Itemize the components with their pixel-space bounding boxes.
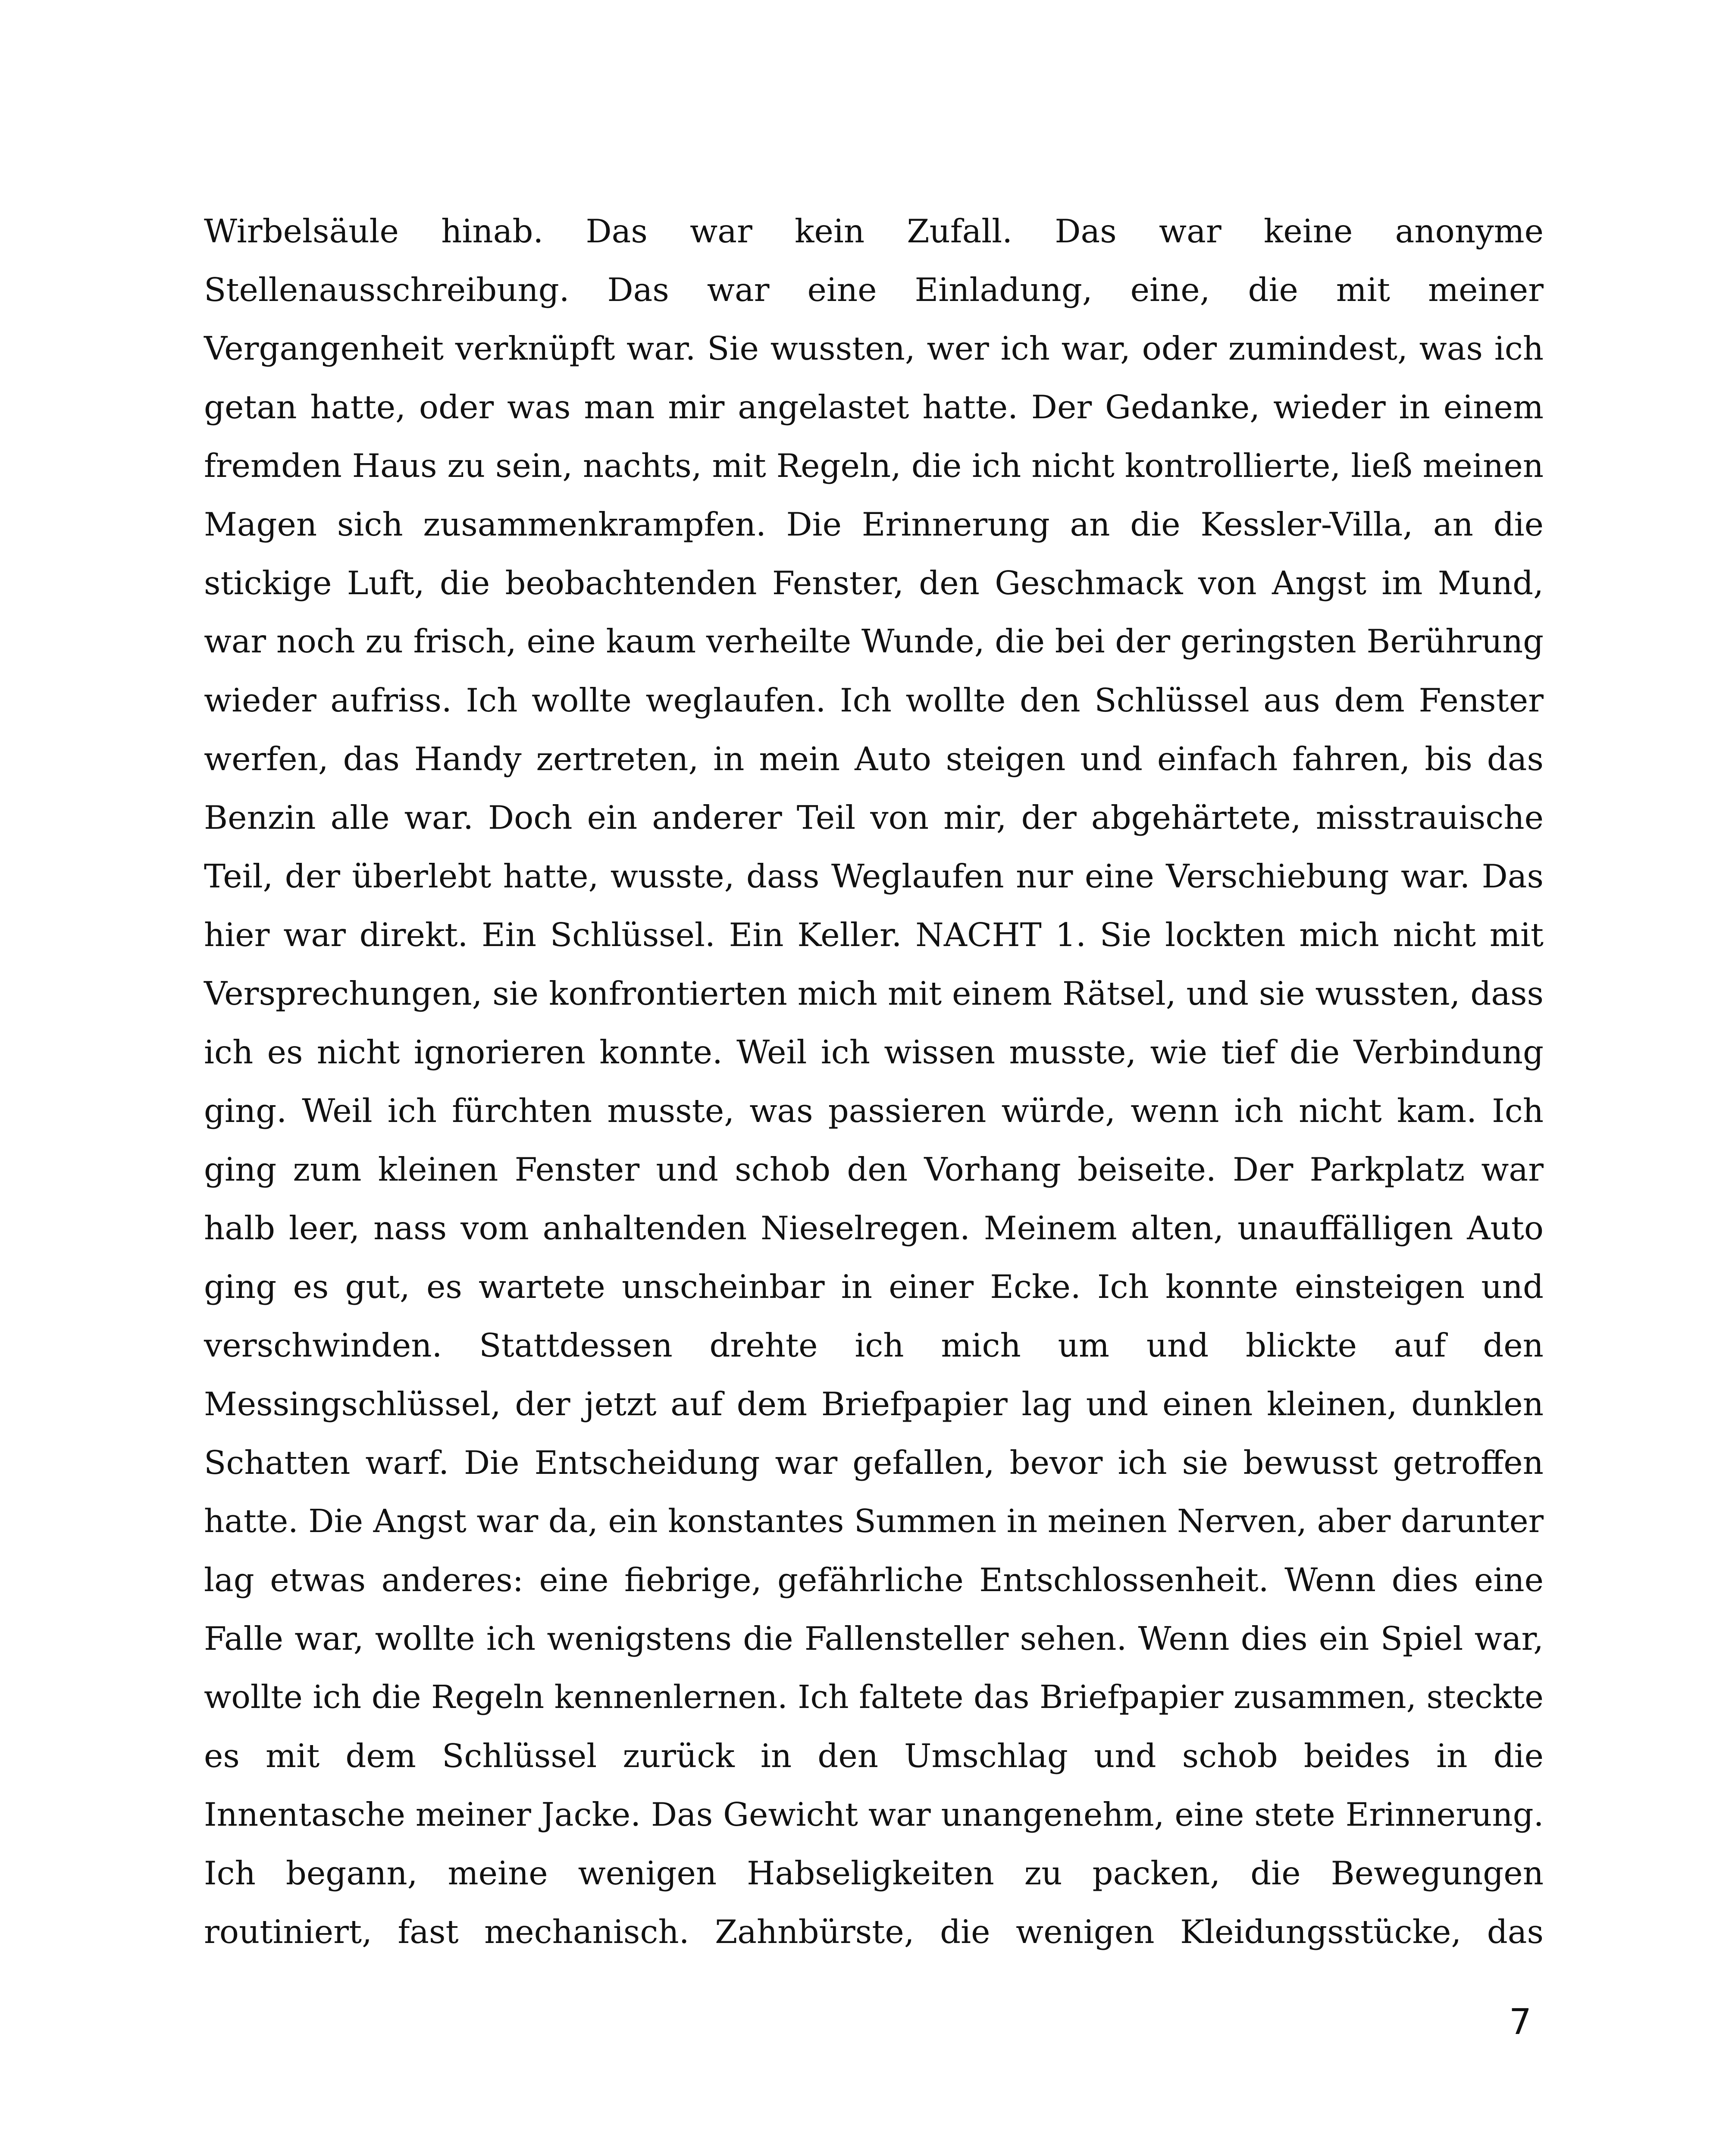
text-line: Stellenausschreibung. Das war eine Einladung, eine, die mit meiner [204,271,1544,309]
text-line: Innentasche meiner Jacke. Das Gewicht war unangenehm, eine stete Erinnerung. [204,1796,1544,1833]
text-line: Ich begann, meine wenigen Habseligkeiten zu packen, die Bewegungen [204,1854,1544,1892]
text-line: getan hatte, oder was man mir angelastet hatte. Der Gedanke, wieder in einem [204,388,1544,426]
text-line: Teil, der überlebt hatte, wusste, dass Weglaufen nur eine Verschiebung war. Das [204,857,1544,895]
text-line: routiniert, fast mechanisch. Zahnbürste, die wenigen Kleidungsstücke, das [204,1913,1544,1951]
text-line: lag etwas anderes: eine fiebrige, gefährliche Entschlossenheit. Wenn dies eine [204,1561,1544,1599]
text-line: Vergangenheit verknüpft war. Sie wussten, wer ich war, oder zumindest, was ich [204,329,1544,367]
page-number: 7 [1509,2002,1532,2043]
text-line: Schatten warf. Die Entscheidung war gefallen, bevor ich sie bewusst getroffen [204,1444,1544,1482]
text-line: werfen, das Handy zertreten, in mein Auto steigen und einfach fahren, bis das [204,740,1544,778]
text-line: ging zum kleinen Fenster und schob den Vorhang beiseite. Der Parkplatz war [204,1150,1544,1188]
text-line: Versprechungen, sie konfrontierten mich mit einem Rätsel, und sie wussten, dass [204,975,1544,1012]
text-line: hier war direkt. Ein Schlüssel. Ein Keller. NACHT 1. Sie lockten mich nicht mit [204,916,1544,954]
text-line: fremden Haus zu sein, nachts, mit Regeln, die ich nicht kontrollierte, ließ meinen [204,447,1544,485]
text-line: wieder aufriss. Ich wollte weglaufen. Ich wollte den Schlüssel aus dem Fenster [204,681,1544,719]
text-line: ging es gut, es wartete unscheinbar in einer Ecke. Ich konnte einsteigen und [204,1268,1544,1306]
text-line: ich es nicht ignorieren konnte. Weil ich wissen musste, wie tief die Verbindung [204,1033,1544,1071]
text-line: wollte ich die Regeln kennenlernen. Ich faltete das Briefpapier zusammen, steckte [204,1679,1544,1716]
text-line: Magen sich zusammenkrampfen. Die Erinnerung an die Kessler-Villa, an die [204,505,1544,543]
text-line: Benzin alle war. Doch ein anderer Teil von mir, der abgehärtete, misstrauische [204,799,1544,837]
text-line: Falle war, wollte ich wenigstens die Fallensteller sehen. Wenn dies ein Spiel war, [204,1620,1544,1658]
text-line: stickige Luft, die beobachtenden Fenster, den Geschmack von Angst im Mund, [204,564,1544,602]
text-line: hatte. Die Angst war da, ein konstantes Summen in meinen Nerven, aber darunter [204,1503,1544,1540]
text-line: ging. Weil ich fürchten musste, was passieren würde, wenn ich nicht kam. Ich [204,1092,1544,1130]
text-line: halb leer, nass vom anhaltenden Nieselregen. Meinem alten, unauffälligen Auto [204,1209,1544,1247]
text-line: verschwinden. Stattdessen drehte ich mich um und blickte auf den [204,1326,1544,1364]
text-line: Messingschlüssel, der jetzt auf dem Briefpapier lag und einen kleinen, dunklen [204,1385,1544,1423]
text-line: es mit dem Schlüssel zurück in den Umschlag und schob beides in die [204,1737,1544,1775]
text-line: Wirbelsäule hinab. Das war kein Zufall. Das war keine anonyme [204,212,1544,250]
text-line: war noch zu frisch, eine kaum verheilte Wunde, die bei der geringsten Berührung [204,623,1544,660]
body-text [204,202,1544,1961]
